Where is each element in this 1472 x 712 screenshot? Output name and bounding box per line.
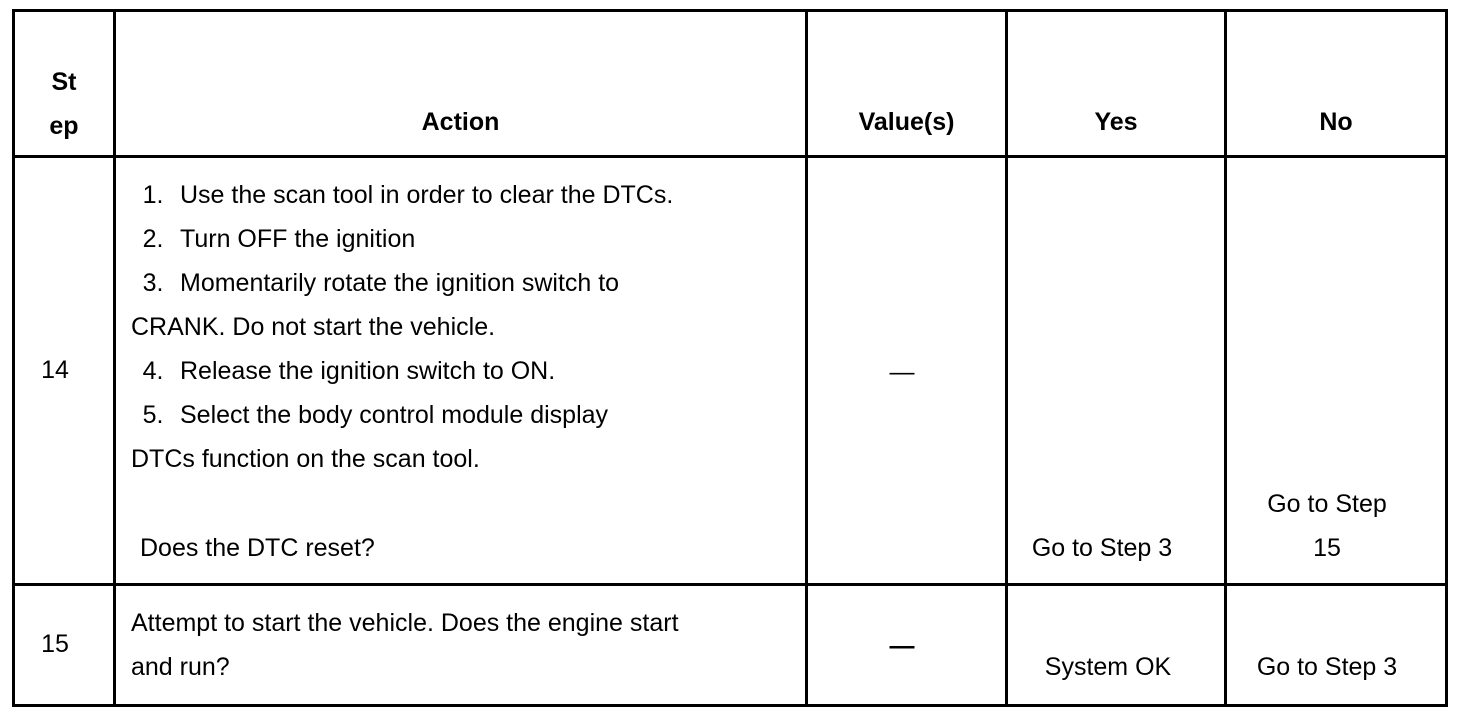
step-item-5-continuation: DTCs function on the scan tool. (131, 445, 480, 473)
table-border-right (1445, 9, 1448, 707)
row-14-no-line2: 15 (1313, 534, 1341, 562)
row-15-step: 15 (41, 630, 69, 658)
row-14-question: Does the DTC reset? (140, 534, 375, 562)
step-item-5 (131, 393, 801, 437)
header-action: Action (421, 108, 500, 136)
table-border-bottom (12, 704, 1448, 707)
row-15-value: — (889, 632, 915, 660)
row-15-action-line1: Attempt to start the vehicle. Does the engine start (131, 609, 679, 637)
step-item-3-num: 3. (142, 269, 164, 297)
step-item-2-num: 2. (142, 225, 164, 253)
row-14-yes: Go to Step 3 (1031, 534, 1173, 562)
row-14-step: 14 (41, 356, 69, 384)
header-yes: Yes (1094, 108, 1138, 136)
step-item-4-text: Release the ignition switch to ON. (180, 357, 556, 385)
row-14-action (131, 173, 801, 481)
row-15-action-line2: and run? (131, 653, 230, 681)
row-14-no (1227, 482, 1427, 570)
step-item-5-num: 5. (142, 401, 164, 429)
step-item-3-continuation: CRANK. Do not start the vehicle. (131, 313, 496, 341)
header-values: Value(s) (858, 108, 955, 136)
step-item-2-text: Turn OFF the ignition (180, 225, 416, 253)
header-step-line1: St (51, 68, 77, 96)
step-item-1 (131, 173, 801, 217)
step-item-2 (131, 217, 801, 261)
step-item-4-num: 4. (142, 357, 164, 385)
row-15-action (131, 601, 801, 689)
header-bottom-border (12, 155, 1448, 158)
step-item-1-num: 1. (142, 181, 164, 209)
row-14-bottom-border (12, 583, 1448, 586)
row-14-value: — (889, 358, 915, 386)
row-15-no: Go to Step 3 (1256, 653, 1398, 681)
step-item-1-text: Use the scan tool in order to clear the DTCs. (180, 181, 674, 209)
row-14-no-line1: Go to Step (1267, 490, 1387, 518)
step-item-5-text: Select the body control module display (180, 401, 609, 429)
header-step-line2: ep (49, 112, 79, 140)
header-step (15, 60, 113, 148)
step-item-3-text: Momentarily rotate the ignition switch to (180, 269, 620, 297)
step-item-4 (131, 349, 801, 393)
row-15-yes: System OK (1044, 653, 1172, 681)
header-no: No (1319, 108, 1353, 136)
table-border-top (12, 9, 1448, 12)
step-item-3 (131, 261, 801, 305)
